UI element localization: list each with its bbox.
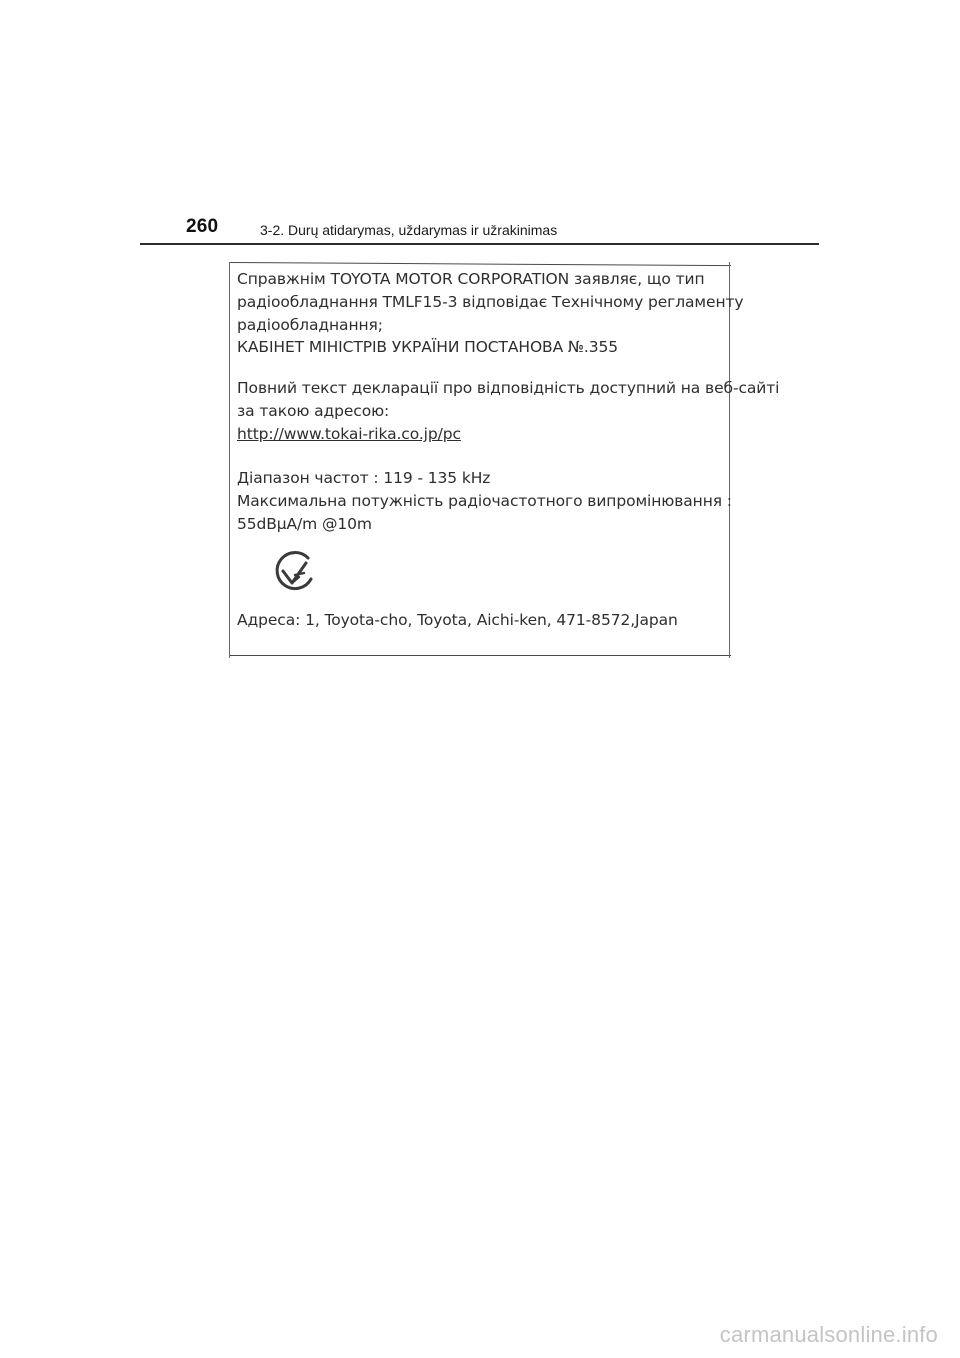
declaration-line: радіообладнання TMLF15-3 відповідає Технічному регламенту [237, 293, 744, 311]
declaration-box [229, 262, 780, 658]
box-border-top [229, 262, 731, 266]
max-power-value: 55dBμA/m @10m [237, 515, 372, 533]
section-title: 3-2. Durų atidarymas, uždarymas ir užrakinimas [260, 222, 558, 238]
declaration-url-link[interactable]: http://www.tokai-rika.co.jp/pc [237, 425, 461, 443]
page-number: 260 [186, 216, 219, 237]
box-border-right [729, 262, 730, 658]
box-border-left [229, 262, 230, 658]
site-watermark: carmanualsonline.info [719, 1322, 938, 1347]
declaration-line: КАБІНЕТ МІНІСТРІВ УКРАЇНИ ПОСТАНОВА №.355 [237, 338, 619, 356]
declaration-line: за такою адресою: [237, 402, 390, 420]
header-divider [140, 243, 819, 245]
declaration-line: Повний текст декларації про відповідність доступний на веб-сайті [237, 379, 780, 397]
declaration-line: Справжнім TOYOTA MOTOR CORPORATION заявляє, що тип [237, 270, 705, 288]
ukraine-conformity-mark-icon [271, 549, 317, 595]
manufacturer-address: Адреса: 1, Toyota-cho, Toyota, Aichi-ken, 471-8572,Japan [237, 611, 678, 629]
declaration-line: радіообладнання; [237, 316, 383, 334]
frequency-range: Діапазон частот : 119 - 135 kHz [237, 469, 491, 487]
box-border-bottom [229, 655, 731, 656]
max-power-label: Максимальна потужність радіочастотного випромінювання : [237, 492, 732, 510]
